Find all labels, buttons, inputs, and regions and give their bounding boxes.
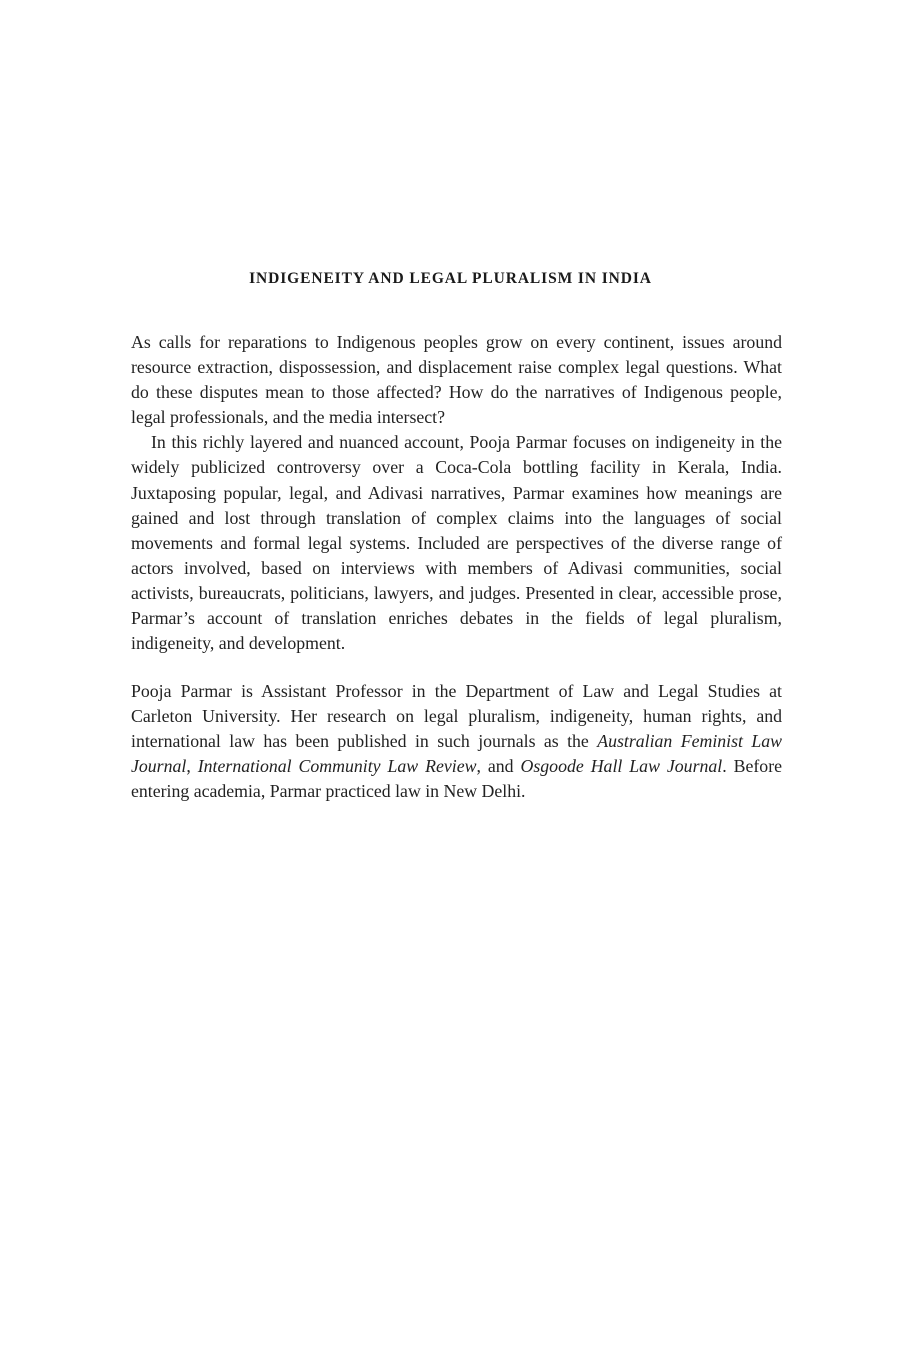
description-paragraph-2: In this richly layered and nuanced account, Pooja Parmar focuses on indigeneity in the widely publicized controversy over a Coca-Cola bottling facility in Kerala, India. Juxtaposing popular, legal, and Adivasi narratives, Parmar examines how meanings are gained and lost through translation of complex claims into the languages of social movements and formal legal systems. Included are perspectives of the diverse range of actors involved, based on interviews with members of Adivasi communities, social activists, bureaucrats, politicians, lawyers, and judges. Presented in clear, accessible prose, Parmar’s account of translation enriches debates in the fields of legal pluralism, indigeneity, and development. [131, 432, 782, 654]
bio-text-start: Pooja Parmar is Assistant Professor in the Department of Law and Legal Studies at Carleton University. Her research on legal pluralism, indigeneity, human rights, and international law has been published in such journals as the [131, 681, 782, 752]
bio-text-end: . Before entering academia, Parmar practiced law in New Delhi. [131, 756, 783, 802]
journal-title-1: Australian Feminist Law Journal [131, 731, 782, 777]
page-title: INDIGENEITY AND LEGAL PLURALISM IN INDIA [249, 270, 652, 287]
journal-title-2: International Community Law Review [197, 756, 477, 777]
author-bio [131, 679, 782, 804]
journal-title-3: Osgoode Hall Law Journal [520, 756, 723, 777]
description-paragraph-1: As calls for reparations to Indigenous peoples grow on every continent, issues around resource extraction, dispossession, and displacement raise complex legal questions. What do these disputes mean to those affected? How do the narratives of Indigenous people, legal professionals, and the media intersect? [131, 332, 782, 428]
bio-separator-2: , and [476, 756, 521, 777]
book-description [131, 330, 782, 656]
bio-separator-1: , [186, 756, 198, 777]
author-bio-paragraph [131, 679, 782, 804]
